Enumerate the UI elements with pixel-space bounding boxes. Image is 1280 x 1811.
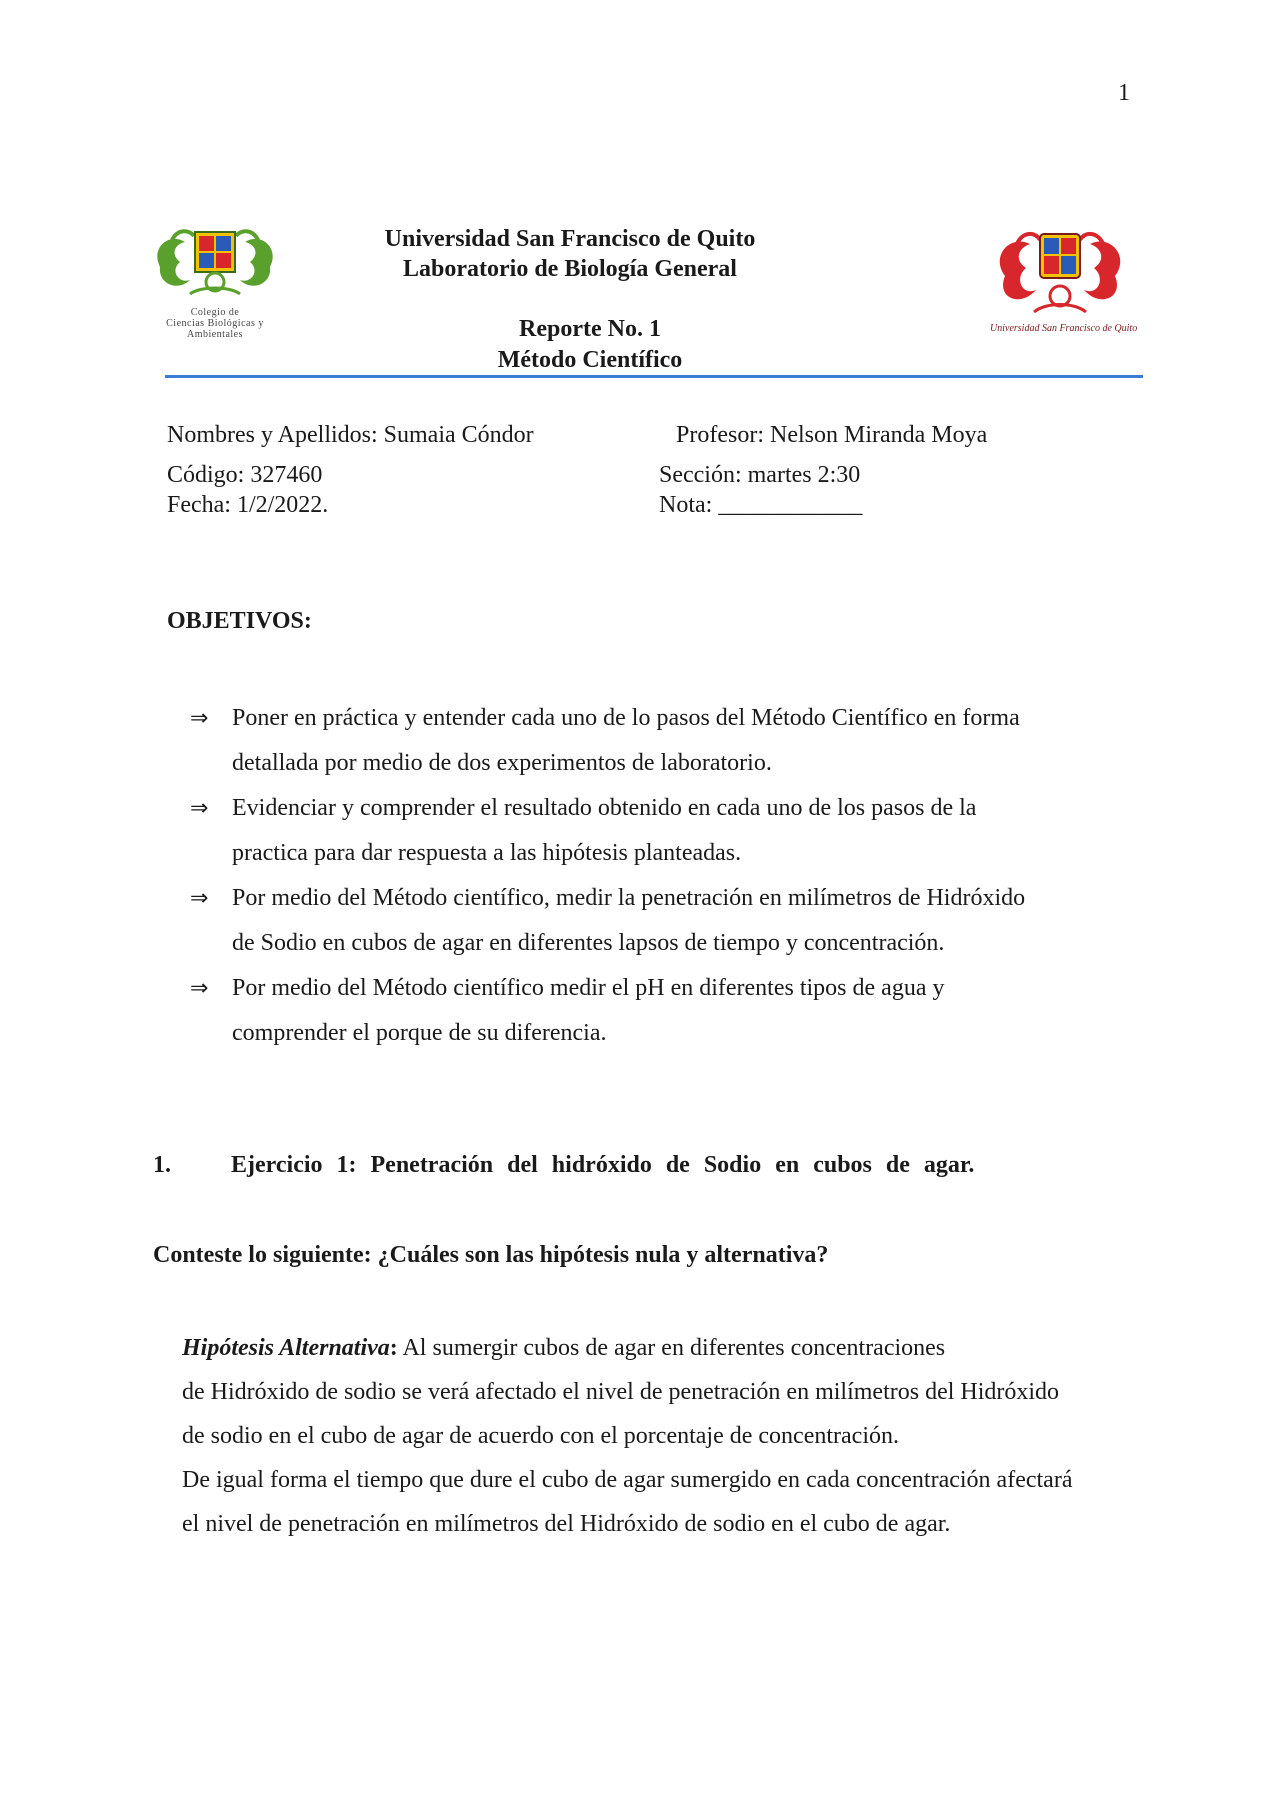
arrow-icon: ⇒ bbox=[190, 706, 209, 731]
arrow-icon: ⇒ bbox=[190, 976, 209, 1001]
section-title: Ejercicio 1: Penetración del hidróxido de Sodio en cubos de agar. bbox=[231, 1152, 975, 1178]
college-caption-line: Ambientales bbox=[186, 329, 244, 340]
date: Fecha: 1/2/2022. bbox=[167, 492, 329, 518]
report-title: Método Científico bbox=[497, 347, 683, 373]
objective-line: detallada por medio de dos experimentos de laboratorio. bbox=[232, 750, 772, 776]
hypothesis-line bbox=[182, 1326, 1142, 1370]
objective-line: Por medio del Método científico medir el pH en diferentes tipos de agua y bbox=[232, 975, 945, 1001]
hypothesis-term: Hipótesis Alternativa bbox=[182, 1335, 390, 1361]
header-divider bbox=[165, 375, 1143, 378]
student-code: Código: 327460 bbox=[167, 462, 323, 488]
header-titles bbox=[0, 224, 1140, 284]
objective-item bbox=[190, 696, 1090, 786]
report-titles bbox=[0, 314, 1180, 376]
section: Sección: martes 2:30 bbox=[659, 462, 861, 488]
objective-item bbox=[190, 966, 1090, 1056]
objective-item bbox=[190, 786, 1090, 876]
college-caption-line: Colegio de bbox=[190, 307, 240, 318]
objectives-list bbox=[190, 696, 1090, 1056]
professor-name: Profesor: Nelson Miranda Moya bbox=[676, 422, 988, 448]
section-number: 1. bbox=[153, 1152, 171, 1178]
hypothesis-line: el nivel de penetración en milímetros del Hidróxido de sodio en el cubo de agar. bbox=[182, 1511, 951, 1537]
hypothesis-line: de sodio en el cubo de agar de acuerdo con el porcentaje de concentración. bbox=[182, 1423, 899, 1449]
university-name: Universidad San Francisco de Quito bbox=[384, 226, 756, 252]
report-number: Reporte No. 1 bbox=[519, 316, 661, 342]
objective-item bbox=[190, 876, 1090, 966]
lab-name: Laboratorio de Biología General bbox=[403, 256, 737, 282]
page-number: 1 bbox=[1118, 80, 1130, 106]
objective-line: de Sodio en cubos de agar en diferentes lapsos de tiempo y concentración. bbox=[232, 930, 945, 956]
student-name: Nombres y Apellidos: Sumaia Cóndor bbox=[167, 422, 534, 448]
hypothesis-line: De igual forma el tiempo que dure el cubo de agar sumergido en cada concentración afectará bbox=[182, 1467, 1073, 1493]
objective-line: practica para dar respuesta a las hipótesis planteadas. bbox=[232, 840, 742, 866]
hypothesis-colon: : bbox=[389, 1335, 398, 1361]
objective-line: Evidenciar y comprender el resultado obtenido en cada uno de los pasos de la bbox=[232, 795, 977, 821]
arrow-icon: ⇒ bbox=[190, 796, 209, 821]
objectives-heading: OBJETIVOS: bbox=[167, 608, 312, 634]
college-caption-line: Ciencias Biológicas y bbox=[166, 318, 264, 329]
objective-line: comprender el porque de su diferencia. bbox=[232, 1020, 607, 1046]
hypothesis-text: Al sumergir cubos de agar en diferentes concentraciones bbox=[397, 1335, 946, 1361]
arrow-icon: ⇒ bbox=[190, 886, 209, 911]
question-heading: Conteste lo siguiente: ¿Cuáles son las hipótesis nula y alternativa? bbox=[153, 1242, 829, 1268]
objective-line: Poner en práctica y entender cada uno de lo pasos del Método Científico en forma bbox=[232, 705, 1020, 731]
grade: Nota: ____________ bbox=[659, 492, 863, 518]
objective-line: Por medio del Método científico, medir la penetración en milímetros de Hidróxido bbox=[232, 885, 1026, 911]
hypothesis-paragraph bbox=[182, 1326, 1142, 1546]
hypothesis-line: de Hidróxido de sodio se verá afectado el nivel de penetración en milímetros del Hidróxido bbox=[182, 1379, 1060, 1405]
university-caption: Universidad San Francisco de Quito bbox=[990, 323, 1138, 334]
